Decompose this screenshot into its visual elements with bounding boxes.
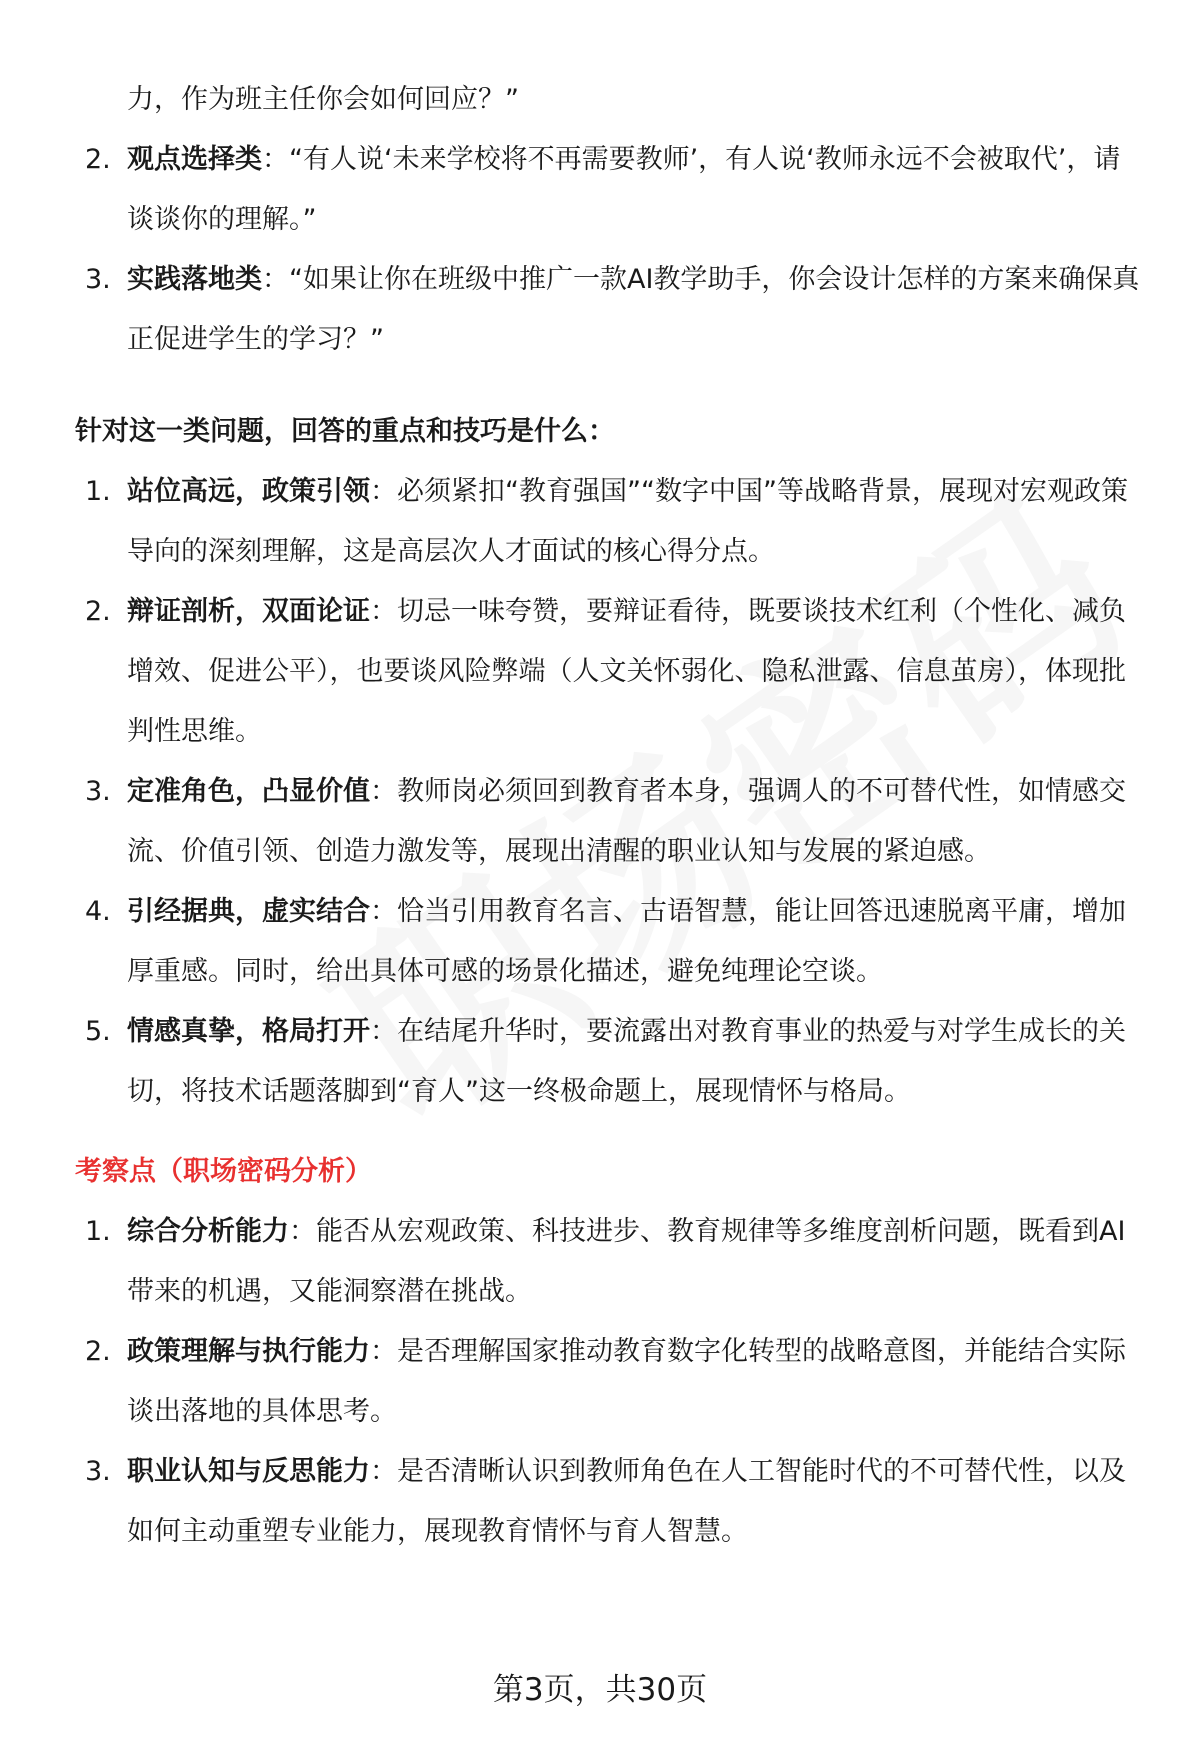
list-item [75, 462, 1140, 582]
list-number: 1. [85, 1216, 111, 1247]
list-number: 5. [85, 1016, 111, 1047]
list-term: 辩证剖析，双面论证 [127, 596, 370, 627]
page-number-footer: 第3页，共30页 [492, 1672, 708, 1708]
list-number: 2. [85, 1336, 111, 1367]
list-text: ：是否清晰认识到教师角色在人工智能时代的不可替代性，以及如何主动重塑专业能力，展现教育情怀与育人智慧。 [127, 1456, 1126, 1547]
list-number: 3. [85, 776, 111, 807]
assessment-list [75, 1202, 1140, 1562]
tips-list [75, 462, 1140, 1122]
list-number: 1. [85, 476, 111, 507]
list-text: ：在结尾升华时，要流露出对教育事业的热爱与对学生成长的关切，将技术话题落脚到“育人”这一终极命题上，展现情怀与格局。 [127, 1016, 1126, 1107]
list-term: 情感真挚，格局打开 [127, 1016, 370, 1047]
list-term: 观点选择类 [127, 144, 262, 175]
list-term: 定准角色，凸显价值 [127, 776, 370, 807]
tips-heading: 针对这一类问题，回答的重点和技巧是什么： [75, 416, 615, 447]
list-term: 综合分析能力 [127, 1216, 289, 1247]
list-term: 站位高远，政策引领 [127, 476, 370, 507]
list-term: 实践落地类 [127, 264, 262, 295]
list-number: 2. [85, 144, 111, 175]
list-number: 4. [85, 896, 111, 927]
list-number: 2. [85, 596, 111, 627]
list-item [75, 1322, 1140, 1442]
question-type-list [75, 130, 1140, 370]
list-term: 政策理解与执行能力 [127, 1336, 370, 1367]
list-item [75, 250, 1140, 370]
list-item [75, 1002, 1140, 1122]
list-item [75, 762, 1140, 882]
previous-item-continuation: 力，作为班主任你会如何回应？” [127, 84, 519, 115]
list-text: ：能否从宏观政策、科技进步、教育规律等多维度剖析问题，既看到AI带来的机遇，又能洞察潜在挑战。 [127, 1216, 1126, 1307]
list-term: 职业认知与反思能力 [127, 1456, 370, 1487]
list-text: ：切忌一味夸赞，要辩证看待，既要谈技术红利（个性化、减负增效、促进公平），也要谈风险弊端（人文关怀弱化、隐私泄露、信息茧房），体现批判性思维。 [127, 596, 1126, 747]
list-item [75, 1442, 1140, 1562]
list-text: ：“有人说‘未来学校将不再需要教师’，有人说‘教师永远不会被取代’，请谈谈你的理解。” [127, 144, 1121, 235]
list-text: ：必须紧扣“教育强国”“数字中国”等战略背景，展现对宏观政策导向的深刻理解，这是高层次人才面试的核心得分点。 [127, 476, 1128, 567]
list-text: ：恰当引用教育名言、古语智慧，能让回答迅速脱离平庸，增加厚重感。同时，给出具体可感的场景化描述，避免纯理论空谈。 [127, 896, 1126, 987]
assessment-heading: 考察点（职场密码分析） [75, 1156, 372, 1187]
list-term: 引经据典，虚实结合 [127, 896, 370, 927]
list-text: ：教师岗必须回到教育者本身，强调人的不可替代性，如情感交流、价值引领、创造力激发等，展现出清醒的职业认知与发展的紧迫感。 [127, 776, 1126, 867]
list-text: ：“如果让你在班级中推广一款AI教学助手，你会设计怎样的方案来确保真正促进学生的学习？” [127, 264, 1140, 355]
list-number: 3. [85, 264, 111, 295]
list-item [75, 582, 1140, 762]
list-number: 3. [85, 1456, 111, 1487]
list-text: ：是否理解国家推动教育数字化转型的战略意图，并能结合实际谈出落地的具体思考。 [127, 1336, 1126, 1427]
list-item [75, 130, 1140, 250]
list-item [75, 882, 1140, 1002]
list-item [75, 1202, 1140, 1322]
